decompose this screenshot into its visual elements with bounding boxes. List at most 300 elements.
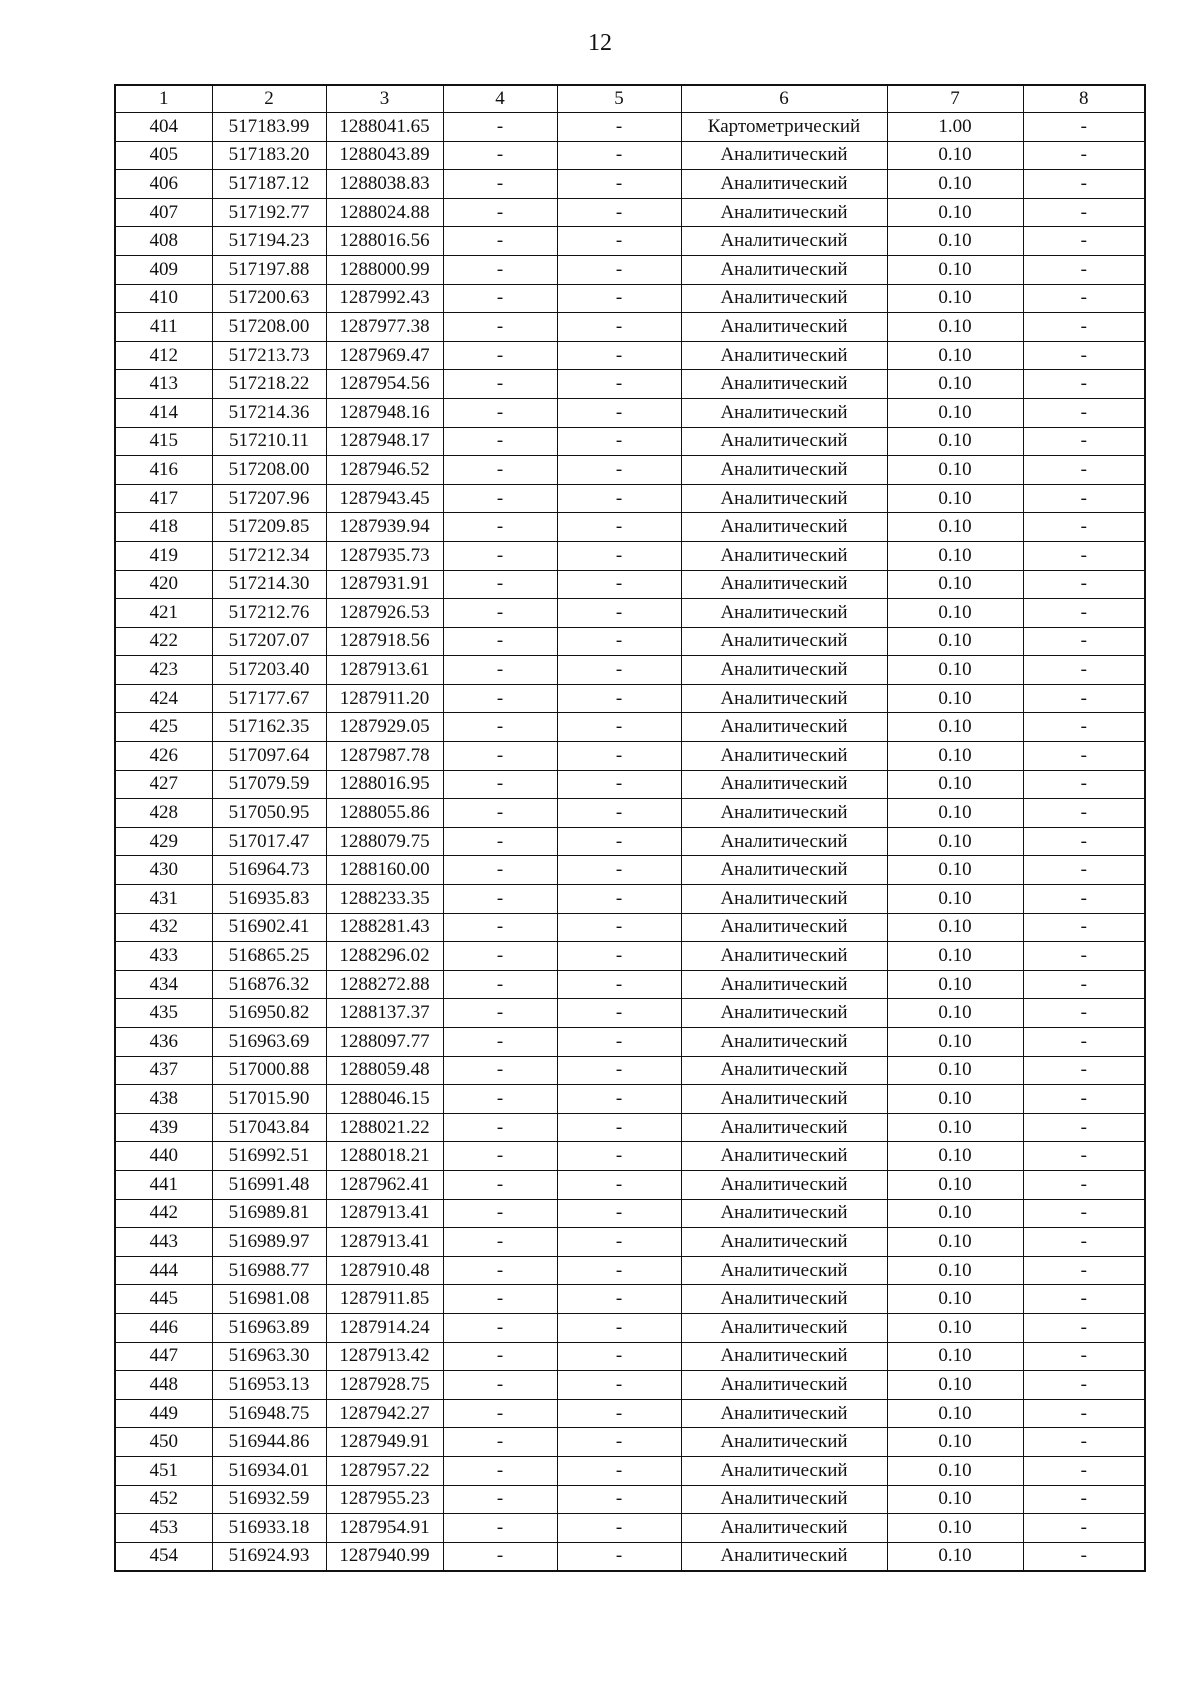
column-8-cell: - [1023,1256,1145,1285]
point-number-cell: 431 [115,885,212,914]
method-cell: Аналитический [681,570,887,599]
point-number-cell: 425 [115,713,212,742]
accuracy-cell: 0.10 [887,913,1023,942]
method-cell: Аналитический [681,398,887,427]
x-coordinate-cell: 517214.36 [212,398,326,427]
accuracy-cell: 0.10 [887,999,1023,1028]
x-coordinate-cell: 517209.85 [212,513,326,542]
table-row [115,398,1145,427]
method-cell: Аналитический [681,313,887,342]
table-row [115,1371,1145,1400]
point-number-cell: 447 [115,1342,212,1371]
column-4-cell: - [443,456,557,485]
table-row [115,141,1145,170]
column-5-cell: - [557,684,681,713]
accuracy-cell: 0.10 [887,484,1023,513]
accuracy-cell: 0.10 [887,799,1023,828]
method-cell: Аналитический [681,1428,887,1457]
x-coordinate-cell: 517208.00 [212,456,326,485]
table-row [115,255,1145,284]
x-coordinate-cell: 517177.67 [212,684,326,713]
method-cell: Аналитический [681,284,887,313]
column-8-cell: - [1023,513,1145,542]
method-cell: Аналитический [681,255,887,284]
column-4-cell: - [443,513,557,542]
column-8-cell: - [1023,1285,1145,1314]
method-cell: Аналитический [681,856,887,885]
y-coordinate-cell: 1288000.99 [326,255,443,284]
column-5-cell: - [557,1285,681,1314]
column-5-cell: - [557,885,681,914]
point-number-cell: 445 [115,1285,212,1314]
column-5-cell: - [557,1228,681,1257]
table-row [115,1485,1145,1514]
table-row [115,599,1145,628]
column-4-cell: - [443,656,557,685]
column-5-cell: - [557,541,681,570]
table-row [115,1399,1145,1428]
column-header-6: 6 [681,85,887,113]
table-row [115,541,1145,570]
column-4-cell: - [443,541,557,570]
accuracy-cell: 0.10 [887,1399,1023,1428]
column-4-cell: - [443,742,557,771]
column-4-cell: - [443,370,557,399]
accuracy-cell: 0.10 [887,313,1023,342]
method-cell: Аналитический [681,942,887,971]
y-coordinate-cell: 1287992.43 [326,284,443,313]
column-4-cell: - [443,1113,557,1142]
column-4-cell: - [443,227,557,256]
point-number-cell: 442 [115,1199,212,1228]
column-5-cell: - [557,856,681,885]
method-cell: Аналитический [681,484,887,513]
column-5-cell: - [557,284,681,313]
column-8-cell: - [1023,742,1145,771]
column-8-cell: - [1023,1542,1145,1571]
table-row [115,1085,1145,1114]
table-row [115,1113,1145,1142]
y-coordinate-cell: 1288018.21 [326,1142,443,1171]
x-coordinate-cell: 517197.88 [212,255,326,284]
table-row [115,627,1145,656]
y-coordinate-cell: 1288046.15 [326,1085,443,1114]
column-5-cell: - [557,599,681,628]
point-number-cell: 452 [115,1485,212,1514]
column-8-cell: - [1023,1085,1145,1114]
column-8-cell: - [1023,1313,1145,1342]
column-8-cell: - [1023,913,1145,942]
x-coordinate-cell: 516950.82 [212,999,326,1028]
table-row [115,999,1145,1028]
point-number-cell: 423 [115,656,212,685]
point-number-cell: 412 [115,341,212,370]
y-coordinate-cell: 1288160.00 [326,856,443,885]
x-coordinate-cell: 516902.41 [212,913,326,942]
x-coordinate-cell: 517194.23 [212,227,326,256]
y-coordinate-cell: 1288296.02 [326,942,443,971]
y-coordinate-cell: 1287929.05 [326,713,443,742]
x-coordinate-cell: 517203.40 [212,656,326,685]
accuracy-cell: 0.10 [887,684,1023,713]
column-8-cell: - [1023,1113,1145,1142]
column-4-cell: - [443,198,557,227]
column-5-cell: - [557,1428,681,1457]
table-row [115,856,1145,885]
column-4-cell: - [443,1514,557,1543]
column-8-cell: - [1023,1228,1145,1257]
y-coordinate-cell: 1288272.88 [326,970,443,999]
table-row [115,770,1145,799]
accuracy-cell: 0.10 [887,1542,1023,1571]
column-5-cell: - [557,999,681,1028]
column-5-cell: - [557,1028,681,1057]
column-4-cell: - [443,1342,557,1371]
method-cell: Аналитический [681,541,887,570]
point-number-cell: 404 [115,113,212,142]
column-5-cell: - [557,627,681,656]
column-5-cell: - [557,913,681,942]
x-coordinate-cell: 517210.11 [212,427,326,456]
column-5-cell: - [557,742,681,771]
point-number-cell: 434 [115,970,212,999]
accuracy-cell: 0.10 [887,284,1023,313]
table-row [115,1028,1145,1057]
method-cell: Аналитический [681,1113,887,1142]
x-coordinate-cell: 516932.59 [212,1485,326,1514]
table-row [115,713,1145,742]
column-8-cell: - [1023,1514,1145,1543]
column-5-cell: - [557,656,681,685]
x-coordinate-cell: 517183.20 [212,141,326,170]
column-header-1: 1 [115,85,212,113]
y-coordinate-cell: 1288043.89 [326,141,443,170]
y-coordinate-cell: 1287918.56 [326,627,443,656]
x-coordinate-cell: 516948.75 [212,1399,326,1428]
x-coordinate-cell: 517079.59 [212,770,326,799]
column-4-cell: - [443,170,557,199]
column-4-cell: - [443,1199,557,1228]
accuracy-cell: 1.00 [887,113,1023,142]
y-coordinate-cell: 1288097.77 [326,1028,443,1057]
table-row [115,284,1145,313]
table-row [115,742,1145,771]
y-coordinate-cell: 1287913.41 [326,1199,443,1228]
x-coordinate-cell: 517192.77 [212,198,326,227]
table-row [115,1428,1145,1457]
accuracy-cell: 0.10 [887,170,1023,199]
point-number-cell: 446 [115,1313,212,1342]
table-row [115,1456,1145,1485]
x-coordinate-cell: 516865.25 [212,942,326,971]
table-row [115,427,1145,456]
x-coordinate-cell: 517162.35 [212,713,326,742]
table-row [115,313,1145,342]
y-coordinate-cell: 1287911.20 [326,684,443,713]
column-4-cell: - [443,627,557,656]
column-8-cell: - [1023,1056,1145,1085]
column-5-cell: - [557,770,681,799]
column-8-cell: - [1023,427,1145,456]
method-cell: Аналитический [681,713,887,742]
accuracy-cell: 0.10 [887,370,1023,399]
column-4-cell: - [443,1085,557,1114]
column-4-cell: - [443,1371,557,1400]
point-number-cell: 441 [115,1170,212,1199]
y-coordinate-cell: 1287928.75 [326,1371,443,1400]
method-cell: Аналитический [681,1199,887,1228]
table-row [115,1142,1145,1171]
accuracy-cell: 0.10 [887,1256,1023,1285]
y-coordinate-cell: 1287977.38 [326,313,443,342]
column-4-cell: - [443,856,557,885]
column-4-cell: - [443,970,557,999]
accuracy-cell: 0.10 [887,141,1023,170]
table-row [115,1056,1145,1085]
accuracy-cell: 0.10 [887,1142,1023,1171]
accuracy-cell: 0.10 [887,885,1023,914]
method-cell: Картометрический [681,113,887,142]
column-header-2: 2 [212,85,326,113]
column-5-cell: - [557,427,681,456]
method-cell: Аналитический [681,1170,887,1199]
y-coordinate-cell: 1288281.43 [326,913,443,942]
point-number-cell: 448 [115,1371,212,1400]
column-5-cell: - [557,970,681,999]
table-row [115,656,1145,685]
column-8-cell: - [1023,999,1145,1028]
y-coordinate-cell: 1288016.56 [326,227,443,256]
table-row [115,1342,1145,1371]
column-8-cell: - [1023,456,1145,485]
y-coordinate-cell: 1287954.56 [326,370,443,399]
accuracy-cell: 0.10 [887,198,1023,227]
y-coordinate-cell: 1288021.22 [326,1113,443,1142]
column-8-cell: - [1023,170,1145,199]
point-number-cell: 438 [115,1085,212,1114]
x-coordinate-cell: 516964.73 [212,856,326,885]
method-cell: Аналитический [681,742,887,771]
method-cell: Аналитический [681,341,887,370]
method-cell: Аналитический [681,1342,887,1371]
point-number-cell: 428 [115,799,212,828]
column-4-cell: - [443,1228,557,1257]
accuracy-cell: 0.10 [887,570,1023,599]
point-number-cell: 454 [115,1542,212,1571]
y-coordinate-cell: 1288233.35 [326,885,443,914]
point-number-cell: 436 [115,1028,212,1057]
point-number-cell: 422 [115,627,212,656]
column-5-cell: - [557,1342,681,1371]
method-cell: Аналитический [681,770,887,799]
table-row [115,827,1145,856]
column-8-cell: - [1023,398,1145,427]
y-coordinate-cell: 1287943.45 [326,484,443,513]
column-4-cell: - [443,1028,557,1057]
column-5-cell: - [557,1085,681,1114]
y-coordinate-cell: 1287913.61 [326,656,443,685]
page-number: 12 [588,30,612,56]
x-coordinate-cell: 517212.76 [212,599,326,628]
x-coordinate-cell: 516981.08 [212,1285,326,1314]
column-4-cell: - [443,713,557,742]
column-4-cell: - [443,1542,557,1571]
column-5-cell: - [557,713,681,742]
point-number-cell: 433 [115,942,212,971]
column-4-cell: - [443,113,557,142]
y-coordinate-cell: 1287910.48 [326,1256,443,1285]
column-4-cell: - [443,799,557,828]
column-8-cell: - [1023,341,1145,370]
accuracy-cell: 0.10 [887,656,1023,685]
column-5-cell: - [557,942,681,971]
column-5-cell: - [557,1514,681,1543]
method-cell: Аналитический [681,599,887,628]
accuracy-cell: 0.10 [887,770,1023,799]
method-cell: Аналитический [681,1542,887,1571]
y-coordinate-cell: 1287954.91 [326,1514,443,1543]
y-coordinate-cell: 1288055.86 [326,799,443,828]
table-row [115,341,1145,370]
point-number-cell: 435 [115,999,212,1028]
point-number-cell: 437 [115,1056,212,1085]
column-header-5: 5 [557,85,681,113]
accuracy-cell: 0.10 [887,856,1023,885]
table-row [115,227,1145,256]
point-number-cell: 432 [115,913,212,942]
y-coordinate-cell: 1288079.75 [326,827,443,856]
point-number-cell: 405 [115,141,212,170]
method-cell: Аналитический [681,427,887,456]
method-cell: Аналитический [681,1228,887,1257]
accuracy-cell: 0.10 [887,398,1023,427]
x-coordinate-cell: 516933.18 [212,1514,326,1543]
accuracy-cell: 0.10 [887,427,1023,456]
point-number-cell: 424 [115,684,212,713]
x-coordinate-cell: 516992.51 [212,1142,326,1171]
method-cell: Аналитический [681,1142,887,1171]
point-number-cell: 413 [115,370,212,399]
accuracy-cell: 0.10 [887,541,1023,570]
method-cell: Аналитический [681,513,887,542]
accuracy-cell: 0.10 [887,456,1023,485]
column-4-cell: - [443,341,557,370]
column-8-cell: - [1023,1170,1145,1199]
method-cell: Аналитический [681,1256,887,1285]
x-coordinate-cell: 517213.73 [212,341,326,370]
method-cell: Аналитический [681,141,887,170]
accuracy-cell: 0.10 [887,1113,1023,1142]
method-cell: Аналитический [681,1028,887,1057]
table-row [115,1199,1145,1228]
x-coordinate-cell: 516989.97 [212,1228,326,1257]
column-8-cell: - [1023,484,1145,513]
column-8-cell: - [1023,970,1145,999]
column-4-cell: - [443,885,557,914]
column-4-cell: - [443,1399,557,1428]
y-coordinate-cell: 1288041.65 [326,113,443,142]
x-coordinate-cell: 517050.95 [212,799,326,828]
x-coordinate-cell: 517208.00 [212,313,326,342]
column-5-cell: - [557,1371,681,1400]
accuracy-cell: 0.10 [887,1228,1023,1257]
table-row [115,1256,1145,1285]
x-coordinate-cell: 516989.81 [212,1199,326,1228]
table-row [115,370,1145,399]
column-4-cell: - [443,398,557,427]
x-coordinate-cell: 516991.48 [212,1170,326,1199]
method-cell: Аналитический [681,456,887,485]
method-cell: Аналитический [681,1514,887,1543]
point-number-cell: 429 [115,827,212,856]
column-8-cell: - [1023,255,1145,284]
table-row [115,170,1145,199]
column-5-cell: - [557,313,681,342]
table-row [115,799,1145,828]
column-8-cell: - [1023,942,1145,971]
column-4-cell: - [443,255,557,284]
accuracy-cell: 0.10 [887,599,1023,628]
x-coordinate-cell: 517000.88 [212,1056,326,1085]
accuracy-cell: 0.10 [887,742,1023,771]
point-number-cell: 443 [115,1228,212,1257]
column-8-cell: - [1023,770,1145,799]
column-5-cell: - [557,1485,681,1514]
method-cell: Аналитический [681,227,887,256]
column-4-cell: - [443,684,557,713]
column-8-cell: - [1023,1399,1145,1428]
y-coordinate-cell: 1287935.73 [326,541,443,570]
accuracy-cell: 0.10 [887,1199,1023,1228]
accuracy-cell: 0.10 [887,1170,1023,1199]
table-row [115,942,1145,971]
column-5-cell: - [557,1313,681,1342]
x-coordinate-cell: 516953.13 [212,1371,326,1400]
method-cell: Аналитический [681,170,887,199]
column-5-cell: - [557,141,681,170]
y-coordinate-cell: 1288059.48 [326,1056,443,1085]
column-5-cell: - [557,513,681,542]
x-coordinate-cell: 517207.07 [212,627,326,656]
y-coordinate-cell: 1287914.24 [326,1313,443,1342]
point-number-cell: 440 [115,1142,212,1171]
accuracy-cell: 0.10 [887,227,1023,256]
point-number-cell: 439 [115,1113,212,1142]
method-cell: Аналитический [681,885,887,914]
point-number-cell: 411 [115,313,212,342]
y-coordinate-cell: 1288038.83 [326,170,443,199]
column-8-cell: - [1023,284,1145,313]
column-5-cell: - [557,484,681,513]
column-5-cell: - [557,827,681,856]
point-number-cell: 421 [115,599,212,628]
column-5-cell: - [557,113,681,142]
column-4-cell: - [443,942,557,971]
column-8-cell: - [1023,227,1145,256]
column-8-cell: - [1023,570,1145,599]
x-coordinate-cell: 517212.34 [212,541,326,570]
x-coordinate-cell: 516963.69 [212,1028,326,1057]
accuracy-cell: 0.10 [887,1428,1023,1457]
column-4-cell: - [443,484,557,513]
accuracy-cell: 0.10 [887,1456,1023,1485]
column-8-cell: - [1023,1456,1145,1485]
column-8-cell: - [1023,856,1145,885]
accuracy-cell: 0.10 [887,513,1023,542]
y-coordinate-cell: 1287942.27 [326,1399,443,1428]
accuracy-cell: 0.10 [887,1485,1023,1514]
column-4-cell: - [443,913,557,942]
